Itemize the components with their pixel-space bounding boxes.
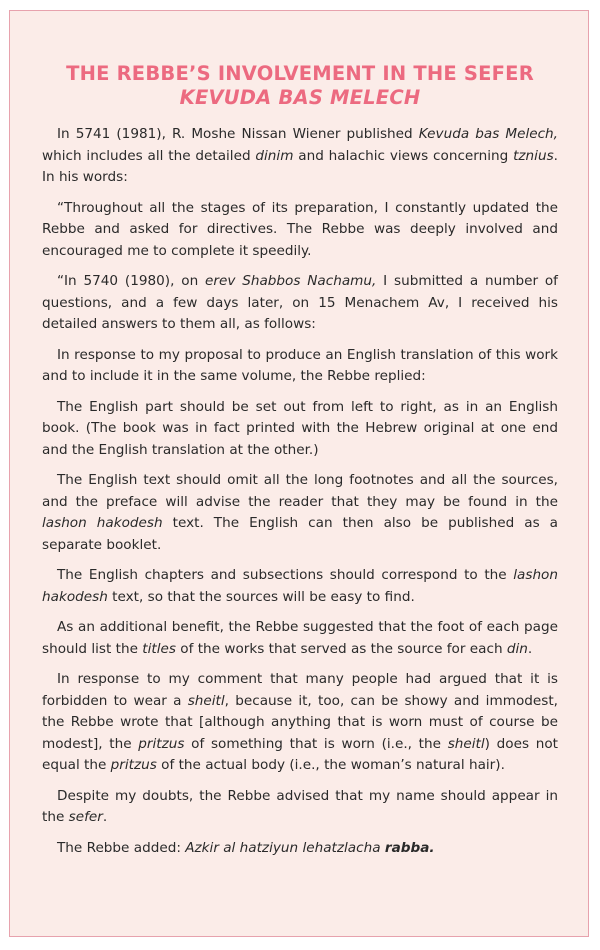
term: sefer bbox=[68, 809, 103, 825]
text: , because it, too, can be showy and immodest, the Rebbe wrote that [although anything that is worn must of course be modest], the bbox=[42, 692, 558, 752]
text: The Rebbe added: bbox=[57, 839, 186, 856]
paragraph-1 bbox=[42, 124, 558, 189]
term: lashon hakodesh bbox=[42, 515, 163, 531]
paragraph-3 bbox=[42, 271, 558, 336]
text: ) does not equal the bbox=[42, 735, 558, 773]
term: tznius bbox=[513, 147, 554, 164]
quote: Azkir al hatziyun lehatzlacha bbox=[185, 839, 381, 856]
text: “In 5740 (1980), on bbox=[57, 273, 206, 289]
paragraph-8 bbox=[42, 617, 558, 660]
article-body bbox=[42, 124, 558, 868]
paragraph-7 bbox=[42, 565, 558, 608]
term: dinim bbox=[255, 147, 294, 164]
term: pritzus bbox=[110, 757, 157, 773]
quote-emphasis: rabba. bbox=[384, 839, 435, 856]
term: pritzus bbox=[138, 735, 185, 752]
text: of the actual body (i.e., the woman’s natural hair). bbox=[156, 757, 505, 773]
text: Despite my doubts, the Rebbe advised that my name should appear in the bbox=[42, 787, 558, 825]
book-title: Kevuda bas Melech, bbox=[418, 126, 558, 142]
term: sheitl bbox=[447, 735, 485, 752]
paragraph-11 bbox=[42, 838, 558, 860]
term: erev Shabbos Nachamu, bbox=[205, 273, 377, 289]
term: din bbox=[506, 640, 528, 657]
title-line-1: THE REBBE’S INVOLVEMENT IN THE SEFER bbox=[66, 62, 534, 85]
term: lashon hakodesh bbox=[42, 567, 558, 605]
paragraph-2: “Throughout all the stages of its preparation, I constantly updated the Rebbe and asked for directives. The Rebbe was deeply involved and encouraged me to complete it speedily. bbox=[42, 199, 558, 259]
paragraph-5: The English part should be set out from left to right, as in an English book. (The book was in fact printed with the Hebrew original at one end and the English translation at the other.) bbox=[42, 398, 558, 458]
text: The English text should omit all the long footnotes and all the sources, and the preface will advise the reader that they may be found in the bbox=[42, 472, 558, 510]
article-title bbox=[0, 62, 600, 110]
text: As an additional benefit, the Rebbe suggested that the foot of each page should list the bbox=[42, 619, 558, 657]
text: . In his words: bbox=[42, 147, 558, 185]
text: of something that is worn (i.e., the bbox=[184, 735, 448, 752]
text: In 5741 (1981), R. Moshe Nissan Wiener published bbox=[57, 126, 419, 142]
paragraph-6 bbox=[42, 470, 558, 556]
text: text, so that the sources will be easy to find. bbox=[107, 588, 415, 605]
text: In response to my comment that many people had argued that it is forbidden to wear a bbox=[42, 671, 558, 709]
text: text. The English can then also be published as a separate booklet. bbox=[42, 515, 558, 553]
text: which includes all the detailed bbox=[42, 147, 256, 164]
text: of the works that served as the source for each bbox=[175, 640, 507, 657]
text: . bbox=[102, 809, 108, 825]
text: I submitted a number of questions, and a few days later, on 15 Menachem Av, I received his detailed answers to them all, as follows: bbox=[42, 273, 558, 332]
term: titles bbox=[142, 640, 176, 657]
text: . bbox=[527, 640, 533, 657]
term: sheitl bbox=[187, 692, 225, 709]
paragraph-10 bbox=[42, 786, 558, 829]
text: The English chapters and subsections should correspond to the bbox=[57, 567, 514, 583]
title-line-2: KEVUDA BAS MELECH bbox=[179, 86, 421, 109]
paragraph-4: In response to my proposal to produce an English translation of this work and to include it in the same volume, the Rebbe replied: bbox=[42, 346, 558, 384]
text: and halachic views concerning bbox=[293, 147, 514, 164]
paragraph-9 bbox=[42, 669, 558, 777]
